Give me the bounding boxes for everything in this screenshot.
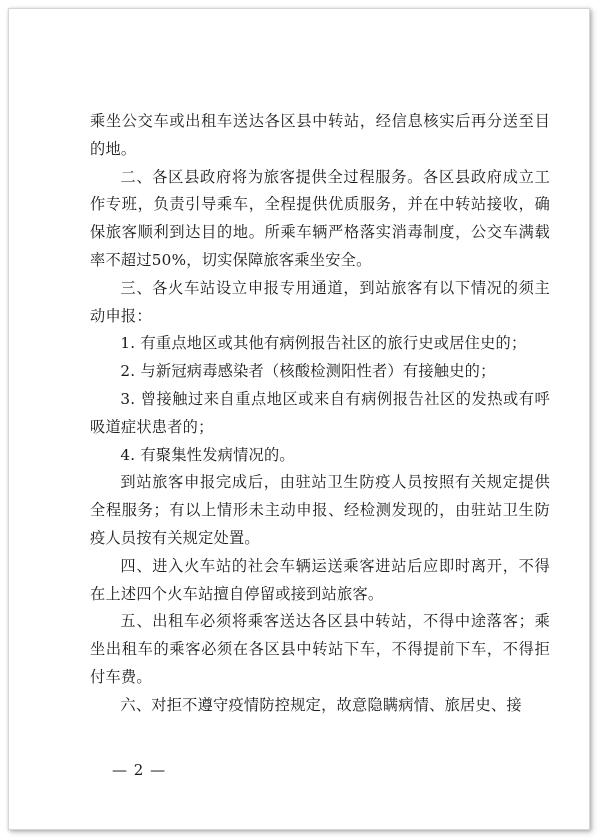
list-item-3: 3. 曾接触过来自重点地区或来自有病例报告社区的发热或有呼吸道症状患者的； xyxy=(90,389,550,436)
list-item-1: 1. 有重点地区或其他有病例报告社区的旅行史或居住史的； xyxy=(120,334,527,353)
list-item-4: 4. 有聚集性发病情况的。 xyxy=(120,445,295,464)
paragraph-item-two: 二、各区县政府将为旅客提供全过程服务。各区县政府成立工作专班，负责引导乘车，全程提供优质服务，并在中转站接收，确保旅客顺利到达目的地。所乘车辆严格落实消毒制度，公交车满载率不超过50%，切实保障旅客乘坐安全。 xyxy=(90,167,550,269)
list-item-2: 2. 与新冠病毒感染者（核酸检测阳性者）有接触史的； xyxy=(120,362,496,381)
page-number: — 2 — xyxy=(112,761,167,779)
paragraph-item-five: 五、出租车必须将乘客送达各区县中转站，不得中途落客；乘坐出租车的乘客必须在各区县中转站下车，不得提前下车，不得拒付车费。 xyxy=(90,612,550,686)
document-page xyxy=(8,8,590,830)
paragraph-item-three: 三、各火车站设立申报专用通道，到站旅客有以下情况的须主动申报： xyxy=(90,278,550,325)
paragraph-declaration: 到站旅客申报完成后，由驻站卫生防疫人员按照有关规定提供全程服务；有以上情形未主动申报、经检测发现的，由驻站卫生防疫人员按有关规定处置。 xyxy=(90,473,550,547)
document-body xyxy=(90,108,550,720)
paragraph-item-six: 六、对拒不遵守疫情防控规定，故意隐瞒病情、旅居史、接 xyxy=(120,695,522,714)
paragraph-continuation: 乘坐公交车或出租车送达各区县中转站，经信息核实后再分送至目的地。 xyxy=(90,112,550,158)
paragraph-item-four: 四、进入火车站的社会车辆运送乘客进站后应即时离开，不得在上述四个火车站擅自停留或接到站旅客。 xyxy=(90,556,550,603)
